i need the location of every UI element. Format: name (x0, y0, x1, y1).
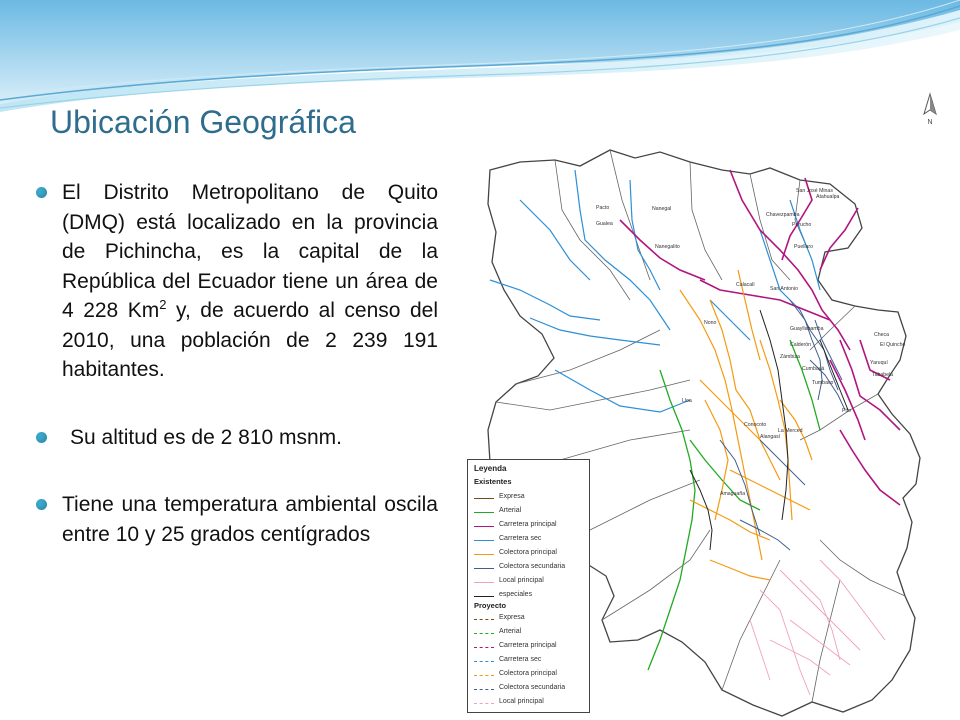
north-label: N (927, 119, 933, 126)
legend-label: Carretera sec (499, 535, 542, 542)
legend-label: Colectora secundaria (499, 563, 566, 570)
legend-label: Local principal (499, 577, 544, 584)
label-chavezpamba: Chavezpamba (766, 212, 800, 218)
label-tababela: Tababela (872, 372, 894, 378)
legend-label: especiales (499, 591, 533, 598)
project-legend-row (474, 670, 586, 681)
project-legend-row (474, 642, 586, 653)
project-legend-row (474, 656, 586, 667)
label-san-jose-minas: San José Minas (796, 188, 833, 194)
label-perucho: Perucho (792, 222, 812, 228)
legend-label: Carretera principal (499, 642, 557, 649)
legend-swatch (474, 596, 494, 597)
existing-legend-row (474, 493, 586, 504)
label-checa: Checa (874, 332, 889, 338)
legend-swatch (474, 619, 494, 620)
label-atahualpa: Atahualpa (816, 194, 840, 200)
label-lloa: Lloa (682, 398, 692, 404)
legend-label: Colectora principal (499, 670, 557, 677)
bullet-text-altitude: Su altitud es de 2 810 msnm. (70, 425, 342, 449)
bullet-text-location (62, 181, 438, 381)
project-legend-row (474, 628, 586, 639)
legend-swatch (474, 661, 494, 662)
label-san-antonio: San Antonio (770, 286, 798, 292)
legend-label: Colectora principal (499, 549, 557, 556)
legend-label: Local principal (499, 698, 544, 705)
project-legend-row (474, 698, 586, 709)
existing-legend-row (474, 563, 586, 574)
existing-legend-row (474, 521, 586, 532)
legend-swatch (474, 512, 494, 513)
label-yaruqui: Yaruquí (870, 360, 888, 366)
label-zambiza: Zámbiza (780, 354, 800, 360)
bullet-dot-icon (36, 432, 47, 443)
location-text-part2: y, de acuerdo al censo del 2010, una población de 2 239 191 habitantes. (62, 299, 438, 381)
label-guayllabamba: Guayllabamba (790, 326, 824, 332)
bullet-item-temperature (36, 490, 438, 549)
existing-legend-row (474, 535, 586, 546)
legend-label: Colectora secundaria (499, 684, 566, 691)
legend-label: Arterial (499, 628, 522, 635)
squared-superscript: 2 (159, 297, 167, 312)
legend-swatch (474, 633, 494, 634)
label-nanegalito: Nanegalito (655, 244, 680, 250)
bullet-item-altitude (36, 423, 438, 453)
legend-swatch (474, 540, 494, 541)
legend-swatch (474, 582, 494, 583)
slide-title: Ubicación Geográfica (50, 104, 356, 140)
bullet-text-temperature: Tiene una temperatura ambiental oscila entre 10 y 25 grados centígrados (62, 493, 438, 546)
label-nono: Nono (704, 320, 717, 326)
label-la-merced: La Merced (778, 428, 803, 434)
legend-label: Expresa (499, 493, 525, 500)
north-arrow-icon (918, 92, 942, 128)
label-puellaro: Puellaro (794, 244, 814, 250)
label-el-quinche: El Quinche (880, 342, 906, 348)
location-text-part1: El Distrito Metropolitano de Quito (DMQ) está localizado en la provincia de Pichincha, es la capital de la República del Ecuador tiene un área de 4 228 Km (62, 181, 438, 322)
legend-label: Carretera principal (499, 521, 557, 528)
bullet-dot-icon (36, 499, 47, 510)
bullet-list (36, 178, 438, 549)
existing-legend-row (474, 577, 586, 588)
label-pifo: Pifo (842, 408, 851, 414)
legend-swatch (474, 554, 494, 555)
legend-swatch (474, 689, 494, 690)
legend-swatch (474, 675, 494, 676)
label-alangasi: Alangasí (760, 434, 781, 440)
label-calderon: Calderón (790, 342, 812, 348)
legend-section-project: Proyecto (474, 601, 507, 610)
legend-swatch (474, 703, 494, 704)
legend-title: Leyenda (474, 464, 507, 473)
legend-swatch (474, 498, 494, 499)
legend-swatch (474, 526, 494, 527)
label-conocoto: Conocoto (744, 422, 767, 428)
legend-label: Arterial (499, 507, 522, 514)
existing-legend-row (474, 507, 586, 518)
legend-swatch (474, 647, 494, 648)
label-nanegal: Nanegal (652, 206, 672, 212)
legend-label: Carretera sec (499, 656, 542, 663)
legend-section-existing: Existentes (474, 477, 512, 486)
map-legend (467, 459, 590, 713)
label-amaguana: Amaguaña (720, 491, 746, 497)
existing-legend-row (474, 549, 586, 560)
label-calacali: Calacalí (736, 282, 755, 288)
project-legend-row (474, 614, 586, 625)
label-cumbaya: Cumbayá (802, 366, 825, 372)
legend-label: Expresa (499, 614, 525, 621)
label-tumbaco: Tumbaco (812, 380, 834, 386)
label-pacto: Pacto (596, 205, 610, 211)
bullet-item-location (36, 178, 438, 385)
project-legend-row (474, 684, 586, 695)
label-gualea: Gualea (596, 221, 613, 227)
legend-swatch (474, 568, 494, 569)
bullet-dot-icon (36, 187, 47, 198)
